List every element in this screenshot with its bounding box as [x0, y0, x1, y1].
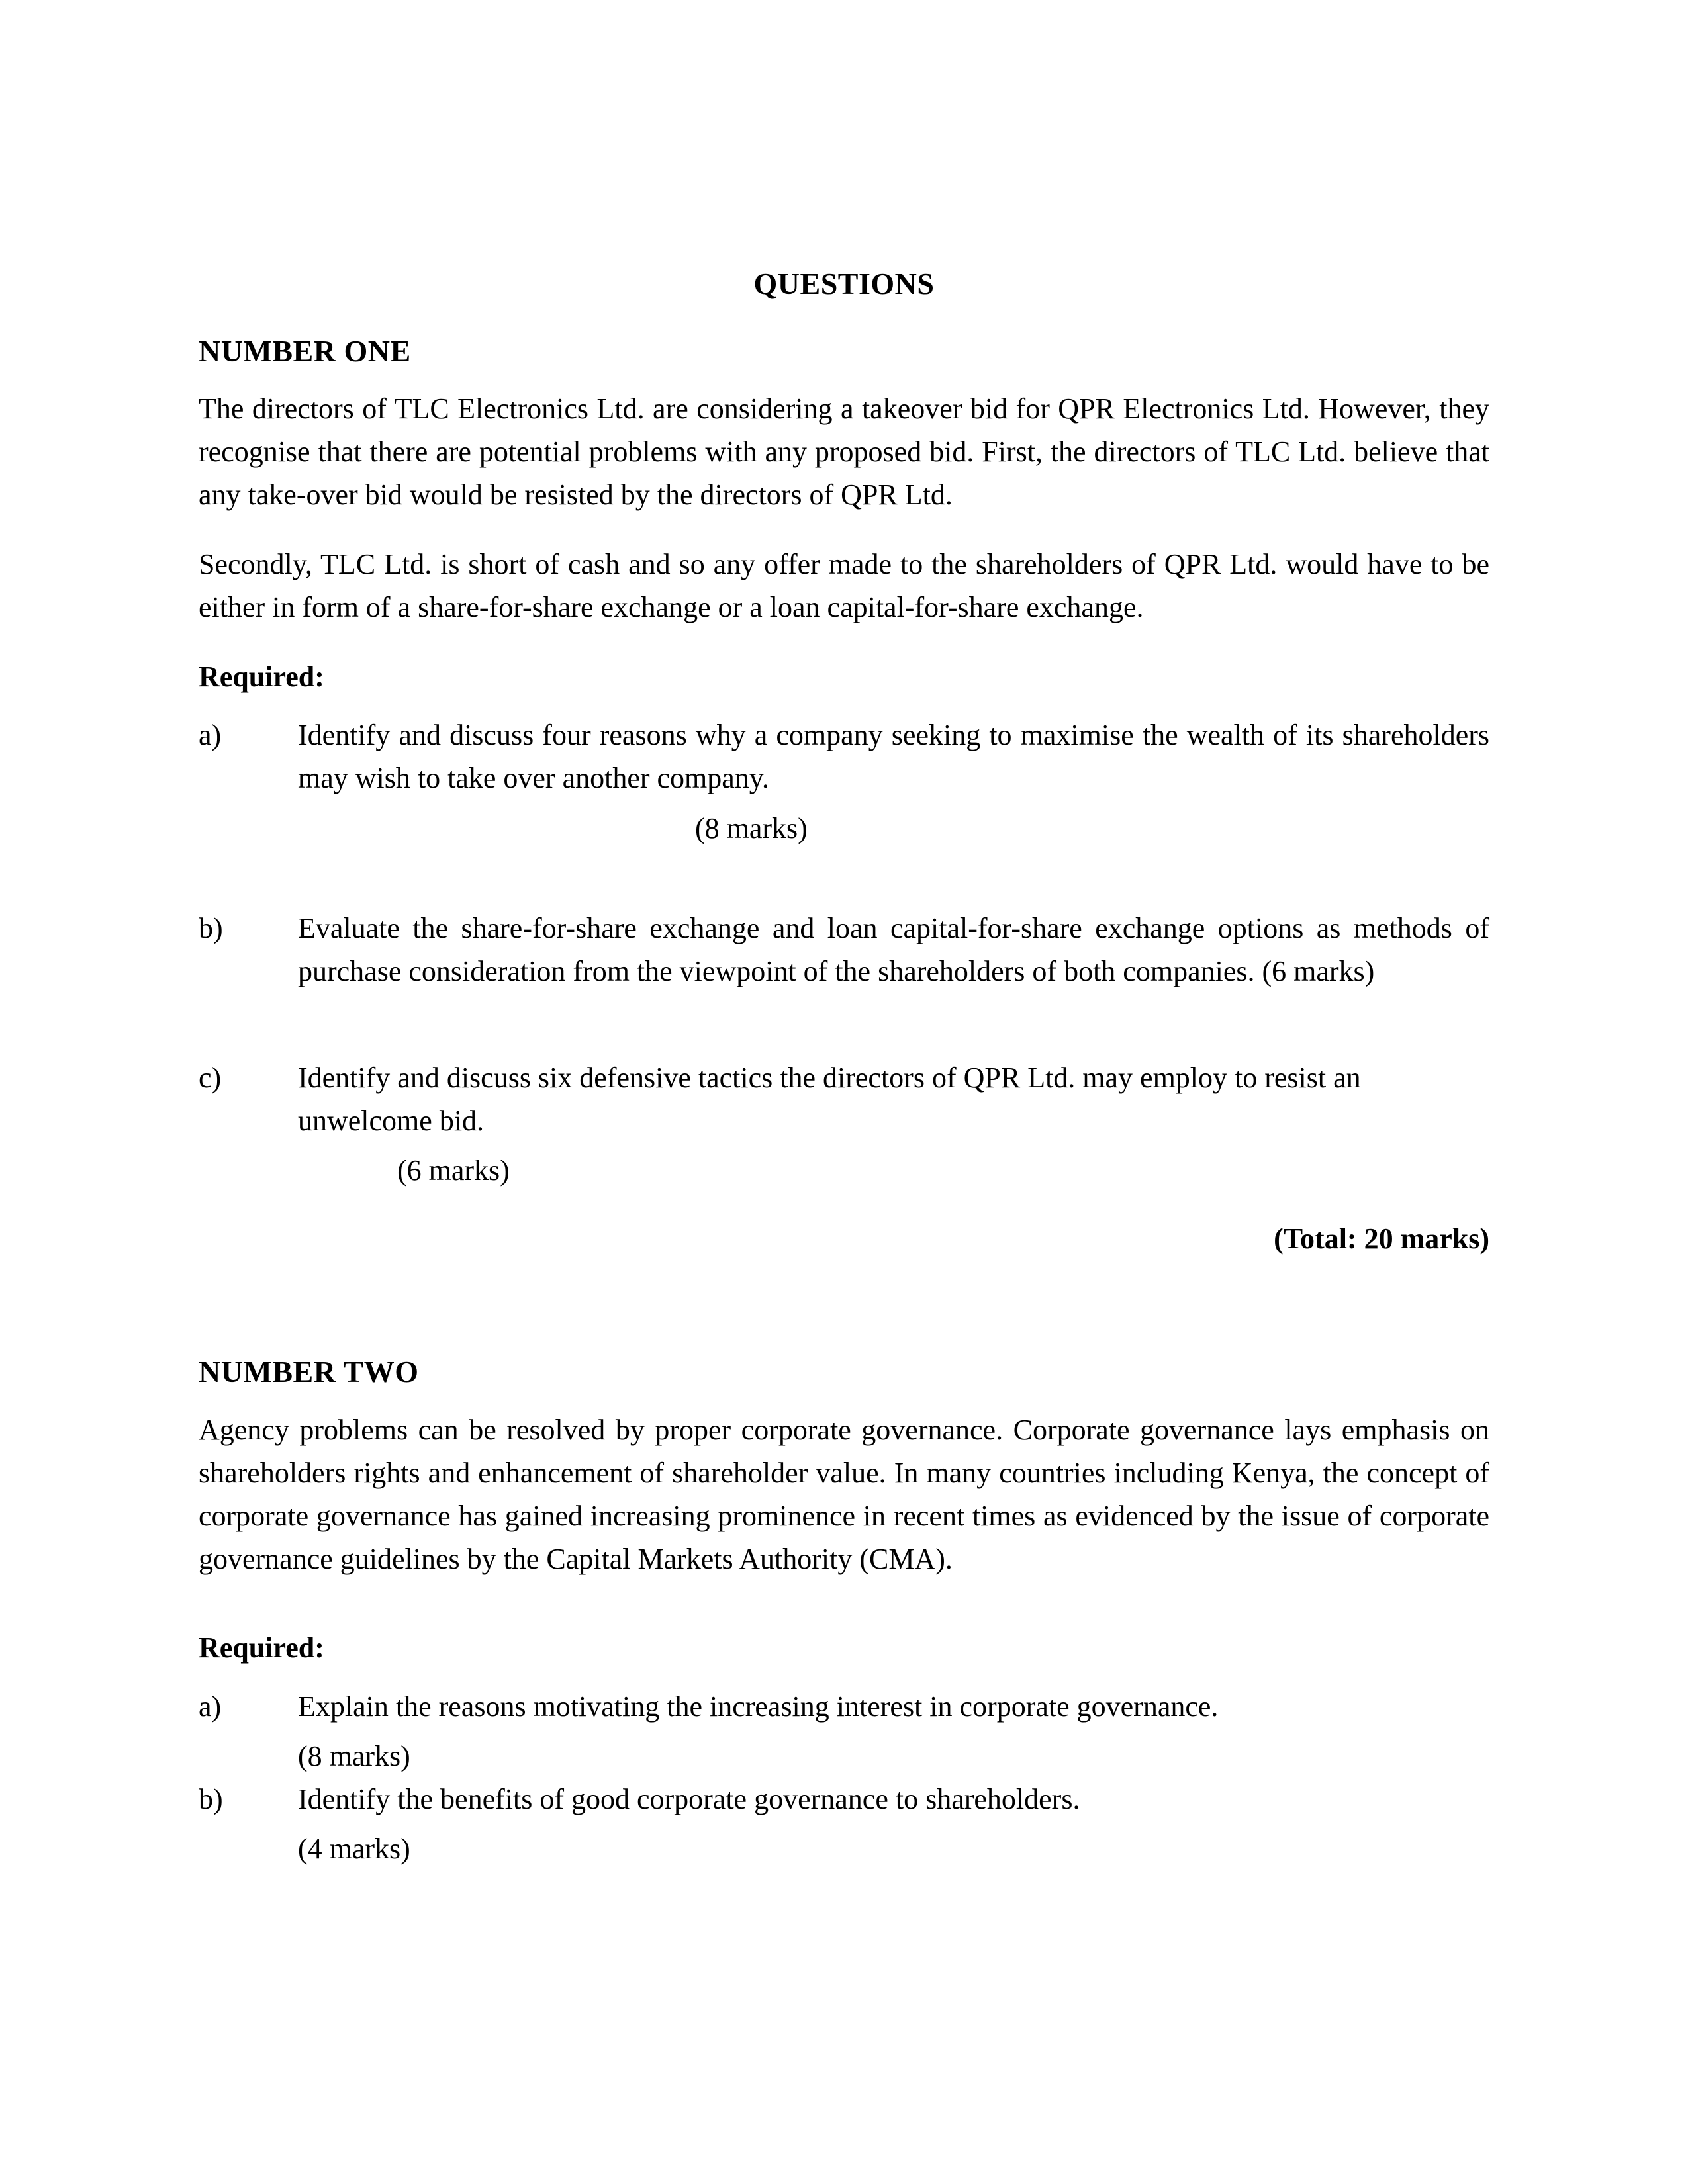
- list-item-text: Evaluate the share-for-share exchange and loan capital-for-share exchange options as methods of purchase consideration from the viewpoint of the shareholders of both companies. (6 marks): [298, 911, 1489, 987]
- question-two-paragraph-1: Agency problems can be resolved by proper corporate governance. Corporate governance lays emphasis on shareholders rights and enhancement of shareholder value. In many countries including Kenya, the concept of corporate governance has gained increasing prominence in recent times as evidenced by the issue of corporate governance guidelines by the Capital Markets Authority (CMA).: [199, 1413, 1489, 1576]
- question-two-required-label: Required:: [199, 1631, 324, 1664]
- list-marker: c): [199, 1061, 222, 1094]
- list-item-text: Identify and discuss four reasons why a company seeking to maximise the wealth of its shareholders may wish to take over another company.: [298, 719, 1489, 795]
- question-two-item-a-marks: (8 marks): [298, 1740, 410, 1773]
- list-item-text: Identify the benefits of good corporate governance to shareholders.: [298, 1783, 1080, 1816]
- question-one-paragraph-1: The directors of TLC Electronics Ltd. are considering a takeover bid for QPR Electronics Ltd. However, they recognise that there are potential problems with any proposed bid. First, the directors of TLC Ltd. believe that any take-over bid would be resisted by the directors of QPR Ltd.: [199, 392, 1489, 512]
- section-heading-number-two: NUMBER TWO: [199, 1355, 419, 1389]
- spacer: [199, 1607, 1489, 1627]
- list-marker: a): [199, 719, 222, 752]
- page-content: [199, 265, 1489, 1871]
- spacer: [199, 1317, 1489, 1353]
- spacer: [199, 999, 1489, 1056]
- question-one-total-marks: (Total: 20 marks): [1274, 1222, 1489, 1255]
- list-marker: b): [199, 911, 223, 944]
- list-marker: b): [199, 1783, 223, 1816]
- question-one-required-label: Required:: [199, 660, 324, 693]
- list-marker: a): [199, 1690, 222, 1723]
- page-title: QUESTIONS: [753, 267, 935, 300]
- list-item-text: Explain the reasons motivating the increasing interest in corporate governance.: [298, 1690, 1219, 1723]
- list-item-text: Identify and discuss six defensive tactics the directors of QPR Ltd. may employ to resist an unwelcome bid.: [298, 1061, 1361, 1137]
- question-two-item-b: [199, 1778, 1489, 1821]
- section-heading-number-one: NUMBER ONE: [199, 334, 411, 368]
- question-one-item-c: [199, 1056, 1489, 1142]
- question-one-item-c-marks: (6 marks): [397, 1154, 510, 1187]
- question-one-item-a-marks: (8 marks): [695, 811, 808, 844]
- question-one-paragraph-2: Secondly, TLC Ltd. is short of cash and so any offer made to the shareholders of QPR Ltd. would have to be either in form of a share-for-share exchange or a loan capital-for-share exchange.: [199, 548, 1489, 624]
- spacer: [199, 1260, 1489, 1317]
- question-one-item-a: [199, 713, 1489, 799]
- spacer: [199, 850, 1489, 907]
- question-two-item-b-marks: (4 marks): [298, 1833, 410, 1866]
- question-two-item-a: [199, 1685, 1489, 1728]
- question-one-item-b: [199, 907, 1489, 993]
